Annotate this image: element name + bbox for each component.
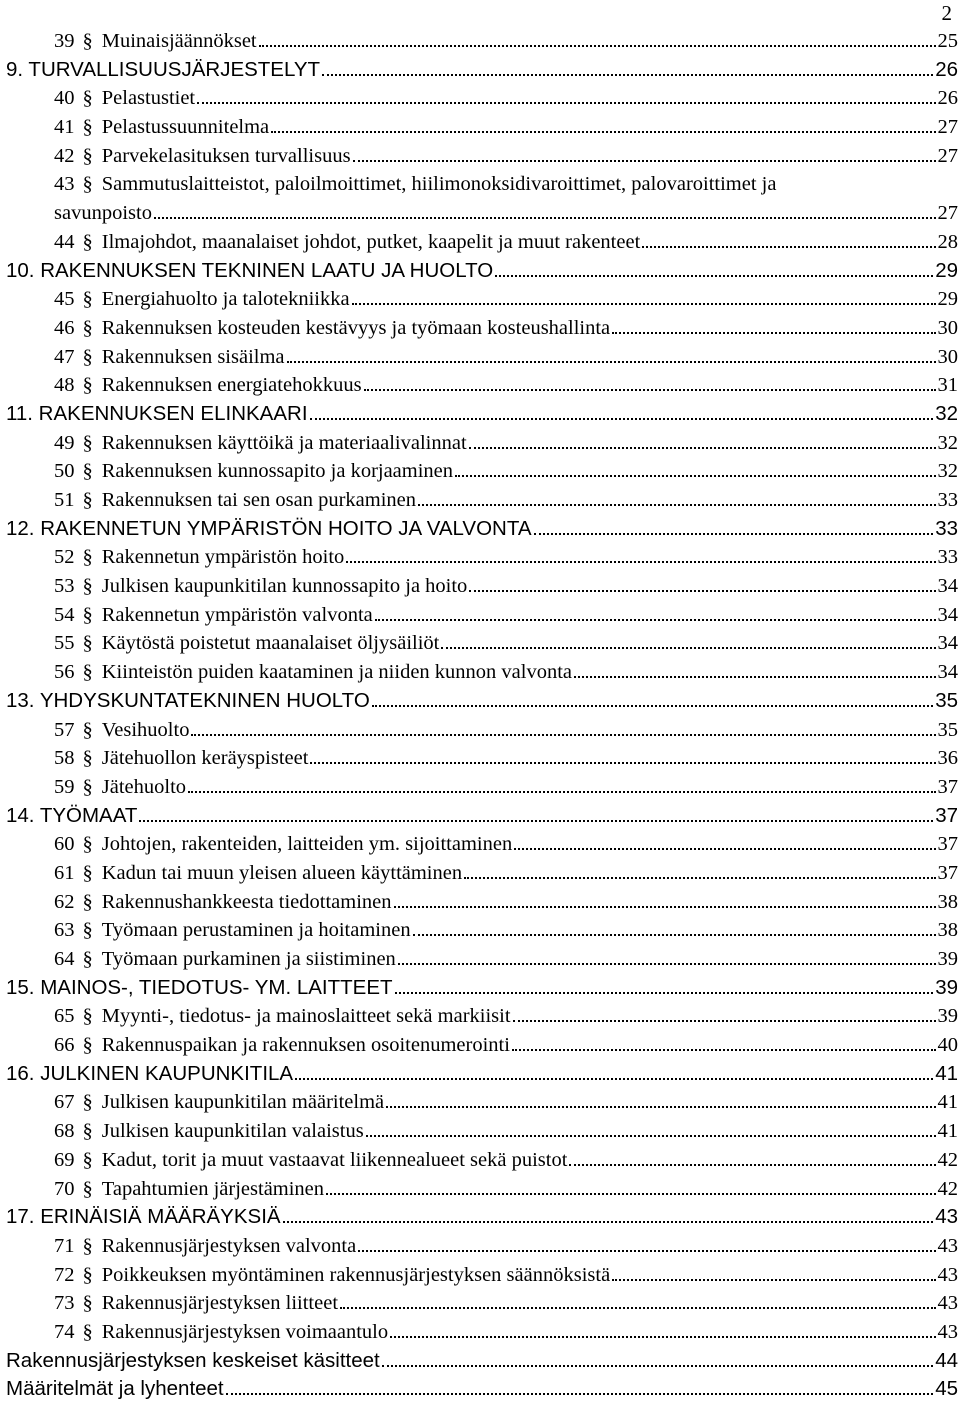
section-sign: § — [82, 661, 93, 684]
toc-chapter-title: 15. MAINOS-, TIEDOTUS- YM. LAITTEET — [6, 975, 393, 999]
toc-entry-title: Työmaan perustaminen ja hoitaminen — [101, 919, 411, 942]
section-sign: § — [82, 632, 93, 655]
section-sign: § — [82, 603, 93, 626]
dot-leader — [310, 762, 935, 764]
dot-leader — [418, 504, 935, 506]
section-sign: § — [82, 1120, 93, 1143]
toc-entry[interactable] — [0, 170, 958, 199]
toc-entry[interactable] — [0, 830, 958, 859]
section-sign: § — [82, 1034, 93, 1057]
section-sign: § — [82, 288, 93, 311]
dot-leader — [441, 647, 935, 649]
toc-entry[interactable] — [0, 429, 958, 458]
dot-leader — [197, 102, 935, 104]
dot-leader — [469, 447, 936, 449]
toc-page-number: 44 — [935, 1348, 958, 1372]
toc-page-number: 29 — [935, 258, 958, 282]
toc-page-number: 35 — [937, 718, 958, 741]
toc-entry[interactable] — [0, 1261, 958, 1290]
dot-leader — [395, 992, 934, 994]
toc-entry-title: Rakennuksen sisäilma — [101, 345, 285, 368]
section-number: 41 — [54, 116, 75, 139]
dot-leader — [382, 1365, 933, 1367]
toc-page-number: 41 — [935, 1061, 958, 1085]
toc-chapter[interactable] — [0, 400, 958, 429]
section-sign: § — [82, 30, 93, 52]
toc-page-number: 39 — [937, 948, 958, 970]
toc-entry-title: Muinaisjäännökset — [101, 30, 257, 52]
toc-entry[interactable] — [0, 1117, 958, 1146]
toc-page-number: 30 — [937, 316, 958, 339]
section-sign: § — [82, 1263, 93, 1286]
section-number: 59 — [54, 775, 75, 798]
toc-page-number: 41 — [937, 1091, 958, 1114]
toc-page-number: 34 — [937, 661, 958, 684]
toc-page-number: 32 — [937, 431, 958, 454]
dot-leader — [259, 45, 936, 47]
table-of-contents — [0, 27, 958, 1404]
toc-entry[interactable] — [0, 629, 958, 658]
toc-entry[interactable] — [0, 601, 958, 630]
section-number: 56 — [54, 661, 75, 684]
toc-chapter-title: 13. YHDYSKUNTATEKNINEN HUOLTO — [6, 688, 370, 712]
toc-page-number: 43 — [937, 1320, 958, 1343]
toc-page-number: 45 — [935, 1377, 958, 1401]
section-sign: § — [82, 747, 93, 770]
dot-leader — [413, 934, 936, 936]
toc-entry-title: Rakennushankkeesta tiedottaminen — [101, 890, 392, 913]
section-sign: § — [82, 775, 93, 798]
toc-page-number: 35 — [935, 688, 958, 712]
toc-page-number: 37 — [937, 775, 958, 798]
toc-entry-title: Jätehuollon keräyspisteet — [101, 747, 309, 770]
toc-entry[interactable] — [0, 859, 958, 888]
dot-leader — [512, 1049, 936, 1051]
section-sign: § — [82, 833, 93, 856]
dot-leader — [642, 246, 935, 248]
dot-leader — [322, 74, 933, 76]
section-sign: § — [82, 87, 93, 110]
toc-page-number: 33 — [937, 546, 958, 569]
toc-entry-title: Rakennuksen käyttöikä ja materiaalivalinnat — [101, 431, 467, 454]
dot-leader — [287, 361, 936, 363]
section-sign: § — [82, 1292, 93, 1315]
section-number: 40 — [54, 87, 75, 110]
section-sign: § — [82, 1148, 93, 1171]
section-number: 46 — [54, 316, 75, 339]
dot-leader — [352, 303, 936, 305]
toc-entry[interactable] — [0, 888, 958, 917]
dot-leader — [346, 561, 935, 563]
toc-page-number: 38 — [937, 890, 958, 913]
toc-page-number: 37 — [937, 833, 958, 856]
section-number: 52 — [54, 546, 75, 569]
section-number: 49 — [54, 431, 75, 454]
toc-entry[interactable] — [0, 1146, 958, 1175]
toc-entry-title: Rakennusjärjestyksen valvonta — [101, 1234, 357, 1257]
section-number: 63 — [54, 919, 75, 942]
toc-chapter-title: Määritelmät ja lyhenteet — [6, 1377, 224, 1401]
section-sign: § — [82, 1091, 93, 1114]
toc-entry-title: Rakennusjärjestyksen liitteet — [101, 1292, 339, 1315]
toc-entry-title-continuation: savunpoisto — [54, 202, 152, 225]
section-sign: § — [82, 718, 93, 741]
section-number: 61 — [54, 861, 75, 884]
section-number: 68 — [54, 1120, 75, 1143]
toc-entry[interactable] — [0, 27, 958, 56]
section-sign: § — [82, 546, 93, 569]
toc-entry-title: Rakennetun ympäristön valvonta — [101, 603, 373, 626]
page-number: 2 — [941, 1, 952, 25]
dot-leader — [295, 1078, 933, 1080]
toc-page-number: 33 — [937, 489, 958, 511]
section-sign: § — [82, 1320, 93, 1343]
section-number: 73 — [54, 1292, 75, 1315]
toc-page-number: 40 — [937, 1034, 958, 1057]
section-number: 66 — [54, 1034, 75, 1057]
toc-page-number: 28 — [937, 230, 958, 253]
section-number: 53 — [54, 575, 75, 598]
toc-chapter[interactable] — [0, 1203, 958, 1232]
toc-entry[interactable] — [0, 285, 958, 314]
dot-leader — [514, 848, 935, 850]
section-number: 70 — [54, 1177, 75, 1200]
toc-page-number: 37 — [935, 803, 958, 827]
toc-entry-title: Rakennuksen kunnossapito ja korjaaminen — [101, 460, 454, 483]
toc-entry-title: Käytöstä poistetut maanalaiset öljysäiliöt — [101, 632, 440, 655]
toc-entry[interactable] — [0, 1318, 958, 1347]
toc-page-number: 29 — [937, 288, 958, 311]
section-sign: § — [82, 861, 93, 884]
toc-page-number: 42 — [937, 1148, 958, 1171]
toc-page-number: 39 — [937, 1005, 958, 1028]
section-sign: § — [82, 575, 93, 598]
toc-page-number: 43 — [937, 1263, 958, 1286]
dot-leader — [375, 619, 936, 621]
dot-leader — [394, 906, 936, 908]
toc-entry[interactable] — [0, 1002, 958, 1031]
section-sign: § — [82, 948, 93, 970]
dot-leader — [469, 590, 935, 592]
toc-entry-title: Poikkeuksen myöntäminen rakennusjärjestyksen säännöksistä — [101, 1263, 611, 1286]
section-number: 43 — [54, 173, 75, 196]
dot-leader — [139, 820, 933, 822]
toc-chapter-title: 11. RAKENNUKSEN ELINKAARI — [6, 401, 308, 425]
section-sign: § — [82, 890, 93, 913]
dot-leader — [398, 963, 936, 965]
section-sign: § — [82, 489, 93, 511]
toc-entry[interactable] — [0, 142, 958, 171]
toc-page-number: 39 — [935, 975, 958, 999]
toc-page-number: 43 — [935, 1205, 958, 1229]
dot-leader — [372, 705, 933, 707]
toc-page-number: 38 — [937, 919, 958, 942]
toc-page-number: 34 — [937, 632, 958, 655]
toc-entry-title: Johtojen, rakenteiden, laitteiden ym. sijoittaminen — [101, 833, 513, 856]
toc-entry-title: Julkisen kaupunkitilan valaistus — [101, 1120, 364, 1143]
dot-leader — [455, 475, 935, 477]
toc-entry[interactable] — [0, 916, 958, 945]
toc-chapter[interactable] — [0, 515, 958, 544]
toc-entry-title: Rakennetun ympäristön hoito — [101, 546, 345, 569]
section-sign: § — [82, 1234, 93, 1257]
toc-page-number: 27 — [937, 144, 958, 167]
toc-entry[interactable] — [0, 744, 958, 773]
toc-entry-title: Vesihuolto — [101, 718, 190, 741]
section-number: 54 — [54, 603, 75, 626]
toc-entry-title: Myynti-, tiedotus- ja mainoslaitteet sekä markiisit — [101, 1005, 511, 1028]
section-number: 48 — [54, 374, 75, 397]
toc-page-number: 42 — [937, 1177, 958, 1200]
section-number: 69 — [54, 1148, 75, 1171]
toc-entry-title: Pelastussuunnitelma — [101, 116, 270, 139]
section-number: 65 — [54, 1005, 75, 1028]
toc-entry[interactable] — [0, 113, 958, 142]
toc-entry-title: Parvekelasituksen turvallisuus — [101, 144, 351, 167]
dot-leader — [569, 1164, 935, 1166]
section-sign: § — [82, 345, 93, 368]
toc-entry-title: Rakennuksen tai sen osan purkaminen — [101, 489, 417, 511]
section-number: 51 — [54, 489, 75, 511]
toc-entry-continuation[interactable] — [0, 199, 958, 228]
toc-entry[interactable] — [0, 1088, 958, 1117]
toc-entry-title: Työmaan purkaminen ja siistiminen — [101, 948, 396, 970]
toc-entry[interactable] — [0, 371, 958, 400]
toc-chapter-title: Rakennusjärjestyksen keskeiset käsitteet — [6, 1348, 380, 1372]
section-sign: § — [82, 144, 93, 167]
toc-chapter[interactable] — [0, 687, 958, 716]
dot-leader — [495, 275, 933, 277]
toc-page-number: 32 — [935, 401, 958, 425]
section-sign: § — [82, 1005, 93, 1028]
dot-leader — [366, 1135, 936, 1137]
dot-leader — [386, 1106, 935, 1108]
section-sign: § — [82, 316, 93, 339]
dot-leader — [574, 676, 935, 678]
toc-entry-title: Rakennusjärjestyksen voimaantulo — [101, 1320, 389, 1343]
dot-leader — [390, 1336, 935, 1338]
toc-entry[interactable] — [0, 543, 958, 572]
section-number: 64 — [54, 948, 75, 970]
dot-leader — [283, 1221, 934, 1223]
toc-chapter-title: 9. TURVALLISUUSJÄRJESTELYT — [6, 57, 321, 81]
dot-leader — [612, 1279, 935, 1281]
toc-entry-title: Kadun tai muun yleisen alueen käyttäminen — [101, 861, 463, 884]
toc-page-number: 25 — [937, 30, 958, 52]
section-number: 72 — [54, 1263, 75, 1286]
toc-entry[interactable] — [0, 486, 958, 515]
toc-entry-title: Rakennuksen kosteuden kestävyys ja työmaan kosteushallinta — [101, 316, 611, 339]
toc-entry[interactable] — [0, 1175, 958, 1204]
toc-chapter-title: 10. RAKENNUKSEN TEKNINEN LAATU JA HUOLTO — [6, 258, 494, 282]
section-sign: § — [82, 230, 93, 253]
toc-entry[interactable] — [0, 343, 958, 372]
toc-page-number: 32 — [937, 460, 958, 483]
section-number: 39 — [54, 30, 75, 52]
dot-leader — [340, 1307, 935, 1309]
section-sign: § — [82, 460, 93, 483]
toc-chapter-title: 12. RAKENNETUN YMPÄRISTÖN HOITO JA VALVONTA — [6, 516, 532, 540]
toc-entry[interactable] — [0, 228, 958, 257]
toc-chapter-title: 17. ERINÄISIÄ MÄÄRÄYKSIÄ — [6, 1205, 281, 1229]
dot-leader — [271, 131, 935, 133]
section-number: 62 — [54, 890, 75, 913]
dot-leader — [310, 418, 934, 420]
section-number: 44 — [54, 230, 75, 253]
toc-chapter[interactable] — [0, 1347, 958, 1376]
dot-leader — [534, 533, 934, 535]
toc-entry[interactable] — [0, 945, 958, 974]
toc-entry-title: Tapahtumien järjestäminen — [101, 1177, 325, 1200]
toc-entry[interactable] — [0, 84, 958, 113]
section-sign: § — [82, 431, 93, 454]
dot-leader — [353, 160, 936, 162]
toc-entry-title: Rakennuksen energiatehokkuus — [101, 374, 362, 397]
toc-page-number: 30 — [937, 345, 958, 368]
toc-entry-title: Kiinteistön puiden kaataminen ja niiden kunnon valvonta — [101, 661, 573, 684]
toc-entry[interactable] — [0, 1289, 958, 1318]
toc-page-number: 26 — [937, 87, 958, 110]
section-number: 50 — [54, 460, 75, 483]
toc-page-number: 27 — [937, 202, 958, 225]
toc-chapter[interactable] — [0, 974, 958, 1003]
toc-chapter-title: 14. TYÖMAAT — [6, 803, 138, 827]
toc-chapter[interactable] — [0, 802, 958, 831]
section-sign: § — [82, 1177, 93, 1200]
toc-chapter[interactable] — [0, 1375, 958, 1404]
toc-chapter[interactable] — [0, 257, 958, 286]
toc-page-number: 43 — [937, 1292, 958, 1315]
section-number: 67 — [54, 1091, 75, 1114]
toc-chapter-title: 16. JULKINEN KAUPUNKITILA — [6, 1061, 294, 1085]
dot-leader — [364, 389, 936, 391]
toc-entry[interactable] — [0, 572, 958, 601]
toc-entry[interactable] — [0, 314, 958, 343]
toc-entry[interactable] — [0, 716, 958, 745]
section-number: 60 — [54, 833, 75, 856]
dot-leader — [226, 1393, 934, 1395]
dot-leader — [513, 1020, 936, 1022]
section-number: 74 — [54, 1320, 75, 1343]
toc-entry[interactable] — [0, 658, 958, 687]
dot-leader — [188, 791, 935, 793]
toc-entry-title: Jätehuolto — [101, 775, 187, 798]
toc-entry[interactable] — [0, 1031, 958, 1060]
section-sign: § — [82, 919, 93, 942]
toc-page-number: 34 — [937, 603, 958, 626]
toc-page-number: 27 — [937, 116, 958, 139]
dot-leader — [191, 734, 935, 736]
toc-page-number: 26 — [935, 57, 958, 81]
section-sign: § — [82, 374, 93, 397]
section-number: 55 — [54, 632, 75, 655]
toc-page-number: 43 — [937, 1234, 958, 1257]
toc-page-number: 36 — [937, 747, 958, 770]
toc-page-number: 37 — [937, 861, 958, 884]
section-sign: § — [82, 173, 93, 196]
section-number: 45 — [54, 288, 75, 311]
toc-entry-title: Sammutuslaitteistot, paloilmoittimet, hiilimonoksidivaroittimet, palovaroittimet ja — [101, 173, 777, 196]
toc-entry[interactable] — [0, 773, 958, 802]
section-sign: § — [82, 116, 93, 139]
toc-entry-title: Ilmajohdot, maanalaiset johdot, putket, kaapelit ja muut rakenteet — [101, 230, 641, 253]
toc-entry-title: Kadut, torit ja muut vastaavat liikennealueet sekä puistot — [101, 1148, 568, 1171]
toc-entry-title: Pelastustiet — [101, 87, 196, 110]
toc-page-number: 41 — [937, 1120, 958, 1143]
toc-entry[interactable] — [0, 457, 958, 486]
toc-page-number: 33 — [935, 516, 958, 540]
toc-page-number: 31 — [937, 374, 958, 397]
toc-entry-title: Energiahuolto ja talotekniikka — [101, 288, 350, 311]
section-number: 47 — [54, 345, 75, 368]
toc-entry[interactable] — [0, 1232, 958, 1261]
toc-page-number: 34 — [937, 575, 958, 598]
dot-leader — [612, 332, 935, 334]
section-number: 57 — [54, 718, 75, 741]
toc-entry-title: Julkisen kaupunkitilan määritelmä — [101, 1091, 385, 1114]
toc-entry-title: Rakennuspaikan ja rakennuksen osoitenumerointi — [101, 1034, 510, 1057]
dot-leader — [154, 217, 936, 219]
toc-chapter[interactable] — [0, 1060, 958, 1089]
section-number: 58 — [54, 747, 75, 770]
toc-chapter[interactable] — [0, 56, 958, 85]
dot-leader — [464, 877, 935, 879]
section-number: 71 — [54, 1234, 75, 1257]
dot-leader — [326, 1193, 935, 1195]
toc-entry-title: Julkisen kaupunkitilan kunnossapito ja hoito — [101, 575, 468, 598]
dot-leader — [358, 1250, 935, 1252]
section-number: 42 — [54, 144, 75, 167]
